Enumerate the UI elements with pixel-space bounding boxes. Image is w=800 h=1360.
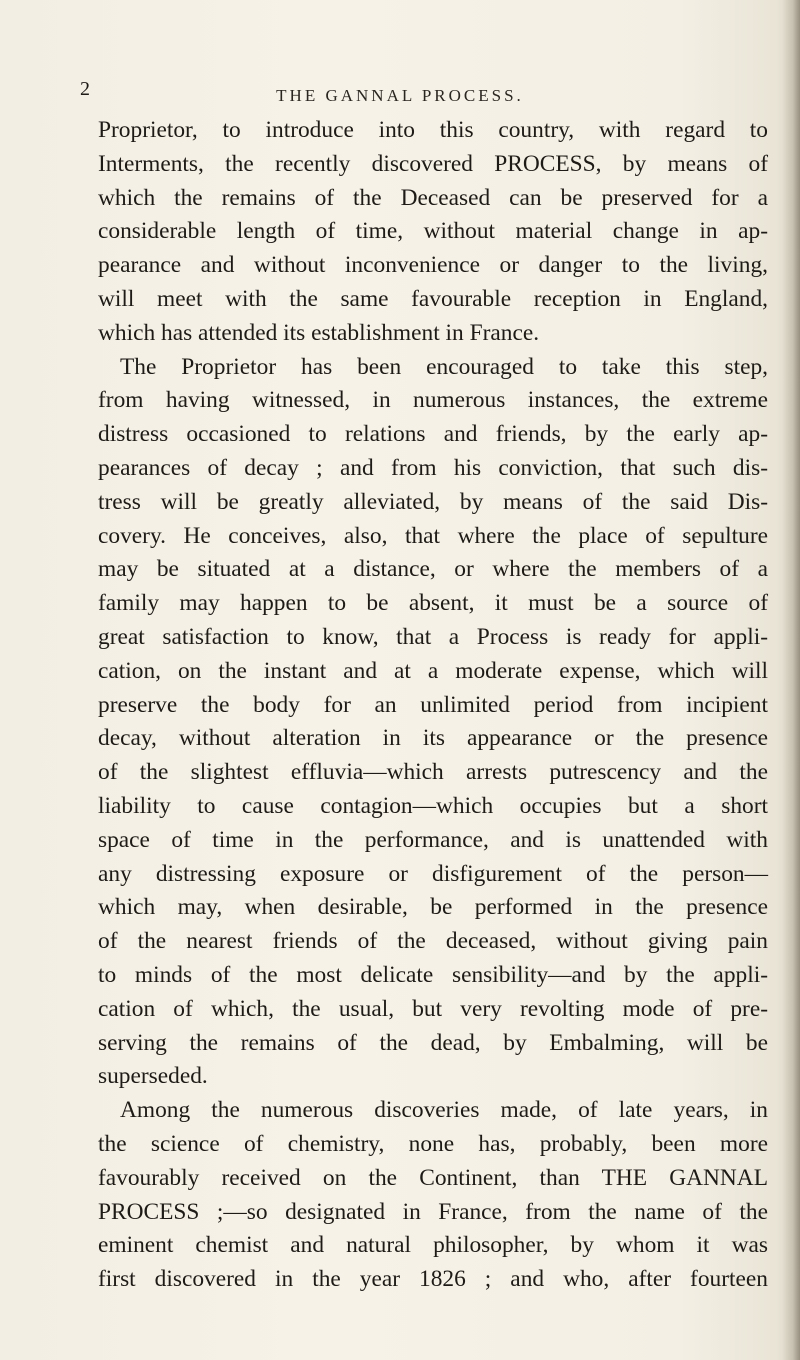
text-line: preserve the body for an unlimited period from incipient	[98, 691, 768, 718]
text-line: distress occasioned to relations and friends, by the early ap-	[98, 421, 768, 448]
text-line: Interments, the recently discovered PROCESS, by means of	[98, 150, 768, 177]
text-line: cation of which, the usual, but very revolting mode of pre-	[98, 995, 768, 1022]
text-line: decay, without alteration in its appearance or the presence	[98, 725, 768, 752]
text-line: pearance and without inconvenience or danger to the living,	[98, 252, 768, 279]
page-edge-shadow	[782, 0, 800, 1360]
text-line: which the remains of the Deceased can be preserved for a	[98, 184, 768, 211]
text-line: first discovered in the year 1826 ; and who, after fourteen	[98, 1266, 768, 1293]
text-line: PROCESS ;—so designated in France, from the name of the	[98, 1198, 768, 1225]
text-line: of the nearest friends of the deceased, without giving pain	[98, 928, 768, 955]
text-line: any distressing exposure or disfigurement of the person—	[98, 860, 768, 887]
text-line: may be situated at a distance, or where the members of a	[98, 556, 768, 583]
text-line: serving the remains of the dead, by Embalming, will be	[98, 1029, 768, 1056]
text-line: space of time in the performance, and is unattended with	[98, 826, 768, 853]
text-line: from having witnessed, in numerous instances, the extreme	[98, 387, 768, 414]
text-line: the science of chemistry, none has, probably, been more	[98, 1130, 768, 1157]
text-line: The Proprietor has been encouraged to take this step,	[120, 353, 768, 380]
text-line: Among the numerous discoveries made, of late years, in	[120, 1097, 768, 1124]
text-line: tress will be greatly alleviated, by means of the said Dis-	[98, 488, 768, 515]
text-line: pearances of decay ; and from his conviction, that such dis-	[98, 454, 768, 481]
text-line: Proprietor, to introduce into this country, with regard to	[98, 117, 768, 143]
text-line: family may happen to be absent, it must be a source of	[98, 590, 768, 617]
text-line: covery. He conceives, also, that where the place of sepulture	[98, 522, 768, 549]
page-number: 2	[80, 78, 91, 100]
text-line: which has attended its establishment in France.	[98, 319, 540, 346]
text-line: great satisfaction to know, that a Process is ready for appli-	[98, 623, 768, 650]
text-line: cation, on the instant and at a moderate expense, which will	[98, 657, 768, 684]
text-line: eminent chemist and natural philosopher, by whom it was	[98, 1232, 768, 1259]
text-line: of the slightest effluvia—which arrests putrescency and the	[98, 759, 768, 786]
text-line: favourably received on the Continent, than THE GANNAL	[98, 1164, 768, 1191]
running-head: THE GANNAL PROCESS.	[276, 86, 524, 105]
text-line: superseded.	[98, 1063, 208, 1090]
body-text	[98, 114, 768, 1297]
text-line: liability to cause contagion—which occupies but a short	[98, 792, 768, 819]
text-line: considerable length of time, without material change in ap-	[98, 218, 768, 245]
text-line: which may, when desirable, be performed in the presence	[98, 894, 768, 921]
text-line: will meet with the same favourable reception in England,	[98, 285, 768, 312]
text-line: to minds of the most delicate sensibility—and by the appli-	[98, 961, 768, 988]
